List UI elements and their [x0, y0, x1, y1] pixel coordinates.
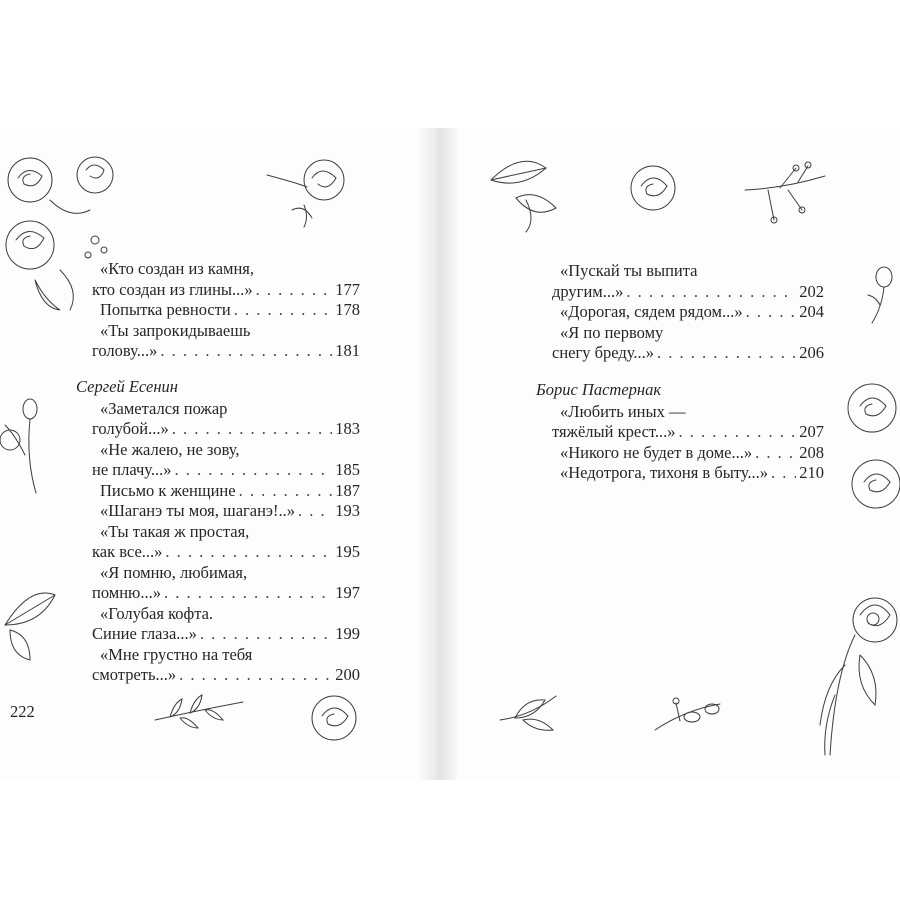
dot-leader — [679, 422, 797, 443]
toc-list-right-top — [552, 261, 824, 364]
toc-entry-last-line — [552, 443, 824, 464]
toc-page-number: 204 — [799, 302, 824, 321]
leaf-sprig-icon — [650, 695, 725, 735]
dot-leader — [298, 501, 332, 522]
toc-entry-title: снегу бреду...» — [552, 343, 654, 362]
toc-entry-last-line — [552, 343, 824, 364]
toc-entry-last-line — [92, 419, 360, 440]
toc-entry-title-line: «Голубая кофта. — [100, 603, 214, 623]
toc-entry[interactable] — [92, 645, 360, 686]
toc-author-section-esenin — [76, 377, 360, 686]
toc-entry[interactable] — [92, 604, 360, 645]
toc-entry[interactable] — [92, 399, 360, 440]
toc-page-number: 199 — [335, 624, 360, 643]
toc-entry[interactable] — [92, 440, 360, 481]
toc-entry-title: Письмо к женщине — [100, 480, 236, 500]
toc-entry[interactable] — [92, 300, 360, 321]
toc-entry-last-line — [92, 300, 360, 321]
rose-sketch-icon — [302, 690, 362, 750]
toc-page-number: 185 — [335, 460, 360, 479]
toc-entry[interactable] — [552, 463, 824, 484]
toc-entry[interactable] — [92, 563, 360, 604]
toc-entry-title: тяжёлый крест...» — [552, 422, 676, 441]
toc-entry-title-line: «Я помню, любимая, — [100, 562, 248, 582]
toc-entry-title: «Дорогая, сядем рядом...» — [560, 302, 743, 321]
dot-leader — [179, 665, 332, 686]
toc-page-number: 210 — [799, 463, 824, 482]
toc-entry[interactable] — [552, 261, 824, 302]
dot-leader — [200, 624, 332, 645]
dot-leader — [657, 343, 796, 364]
toc-entry-title: «Никого не будет в доме...» — [560, 442, 753, 462]
toc-entry-title-line: «Ты такая ж простая, — [100, 521, 250, 541]
toc-entry[interactable] — [552, 443, 824, 464]
toc-entry-title-line: «Кто создан из камня, — [100, 259, 255, 278]
toc-entry-title: Синие глаза...» — [92, 624, 197, 643]
toc-entry-title-line: «Пускай ты выпита — [560, 261, 698, 280]
toc-entry[interactable] — [92, 259, 360, 300]
toc-entry-title: «Шаганэ ты моя, шаганэ!..» — [100, 501, 296, 520]
leaf-sprig-icon — [150, 690, 245, 735]
leaf-sprig-icon — [740, 160, 830, 230]
toc-list-pasternak — [536, 402, 824, 484]
rose-sketch-icon — [626, 160, 681, 215]
toc-entry-last-line — [92, 280, 360, 301]
toc-entry-last-line — [92, 624, 360, 645]
dot-leader — [626, 282, 796, 303]
book-gutter — [418, 128, 458, 780]
dot-leader — [172, 419, 332, 440]
flower-bud-icon — [0, 395, 45, 495]
toc-entry-last-line — [92, 341, 360, 362]
toc-page-number: 181 — [335, 341, 360, 360]
leaf-sprig-icon — [495, 690, 560, 740]
toc-entry-title-line: «Мне грустно на тебя — [100, 644, 253, 664]
leaf-sprig-icon — [0, 585, 60, 665]
dot-leader — [755, 443, 796, 464]
toc-entry-last-line — [92, 481, 360, 502]
toc-entry[interactable] — [552, 323, 824, 364]
page-number: 222 — [10, 702, 35, 721]
dot-leader — [165, 542, 332, 563]
toc-page-number: 193 — [335, 501, 360, 520]
toc-page-number: 187 — [335, 480, 360, 500]
toc-entry-title: «Недотрога, тихоня в быту...» — [560, 463, 769, 482]
toc-entry-title: как все...» — [92, 542, 163, 561]
toc-entry-last-line — [92, 460, 360, 481]
toc-entry[interactable] — [552, 402, 824, 443]
dot-leader — [771, 463, 796, 484]
toc-page-number: 183 — [335, 419, 360, 438]
toc-entry-title-line: «Заметался пожар — [100, 398, 228, 418]
toc-author-section-pasternak — [536, 380, 824, 484]
toc-entry[interactable] — [552, 302, 824, 323]
dot-leader — [164, 583, 332, 604]
toc-list-esenin — [76, 399, 360, 686]
toc-entry-last-line — [92, 583, 360, 604]
dot-leader — [234, 300, 333, 321]
toc-entry-title: помню...» — [92, 583, 161, 602]
toc-entry[interactable] — [92, 522, 360, 563]
dot-leader — [160, 341, 332, 362]
toc-entry-title: голову...» — [92, 341, 158, 360]
dot-leader — [746, 302, 797, 323]
toc-entry-last-line — [552, 302, 824, 323]
toc-list-left-top — [92, 259, 360, 362]
toc-page-number: 195 — [335, 542, 360, 561]
toc-page-number: 208 — [799, 442, 824, 462]
toc-entry-last-line — [92, 542, 360, 563]
flower-bud-icon — [864, 265, 900, 325]
toc-entry-title-line: «Не жалею, не зову, — [100, 439, 240, 459]
rose-sketch-icon — [832, 380, 900, 520]
author-name: Борис Пастернак — [536, 380, 662, 399]
poppy-sketch-icon — [815, 585, 900, 760]
leaf-sprig-icon — [486, 150, 561, 235]
toc-page-number: 207 — [799, 422, 824, 441]
toc-entry-title: другим...» — [552, 281, 624, 301]
toc-page-number: 206 — [799, 343, 824, 362]
toc-entry-title-line: «Любить иных — — [560, 401, 686, 421]
toc-page-number: 202 — [799, 281, 824, 301]
rose-sketch-icon — [262, 150, 357, 230]
toc-entry-title: смотреть...» — [92, 665, 177, 684]
dot-leader — [175, 460, 333, 481]
toc-entry-last-line — [92, 665, 360, 686]
toc-entry[interactable] — [92, 321, 360, 362]
toc-entry-title: Попытка ревности — [100, 300, 231, 319]
toc-entry-last-line — [552, 463, 824, 484]
toc-entry-title: кто создан из глины...» — [92, 279, 253, 299]
dot-leader — [239, 481, 333, 502]
toc-entry-title: голубой...» — [92, 419, 169, 438]
toc-page-number: 200 — [335, 665, 360, 684]
toc-entry-title-line: «Я по первому — [560, 322, 664, 342]
toc-entry-last-line — [552, 422, 824, 443]
toc-entry[interactable] — [92, 481, 360, 502]
rose-sketch-icon — [0, 140, 120, 310]
toc-entry-last-line — [552, 282, 824, 303]
toc-entry-title: не плачу...» — [92, 460, 172, 479]
toc-entry-title-line: «Ты запрокидываешь — [100, 320, 251, 340]
toc-entry-last-line — [92, 501, 360, 522]
author-name: Сергей Есенин — [76, 377, 178, 396]
dot-leader — [256, 280, 333, 301]
toc-entry[interactable] — [92, 501, 360, 522]
toc-page-number: 177 — [335, 279, 360, 299]
toc-page-number: 178 — [335, 300, 360, 319]
toc-page-number: 197 — [335, 583, 360, 602]
